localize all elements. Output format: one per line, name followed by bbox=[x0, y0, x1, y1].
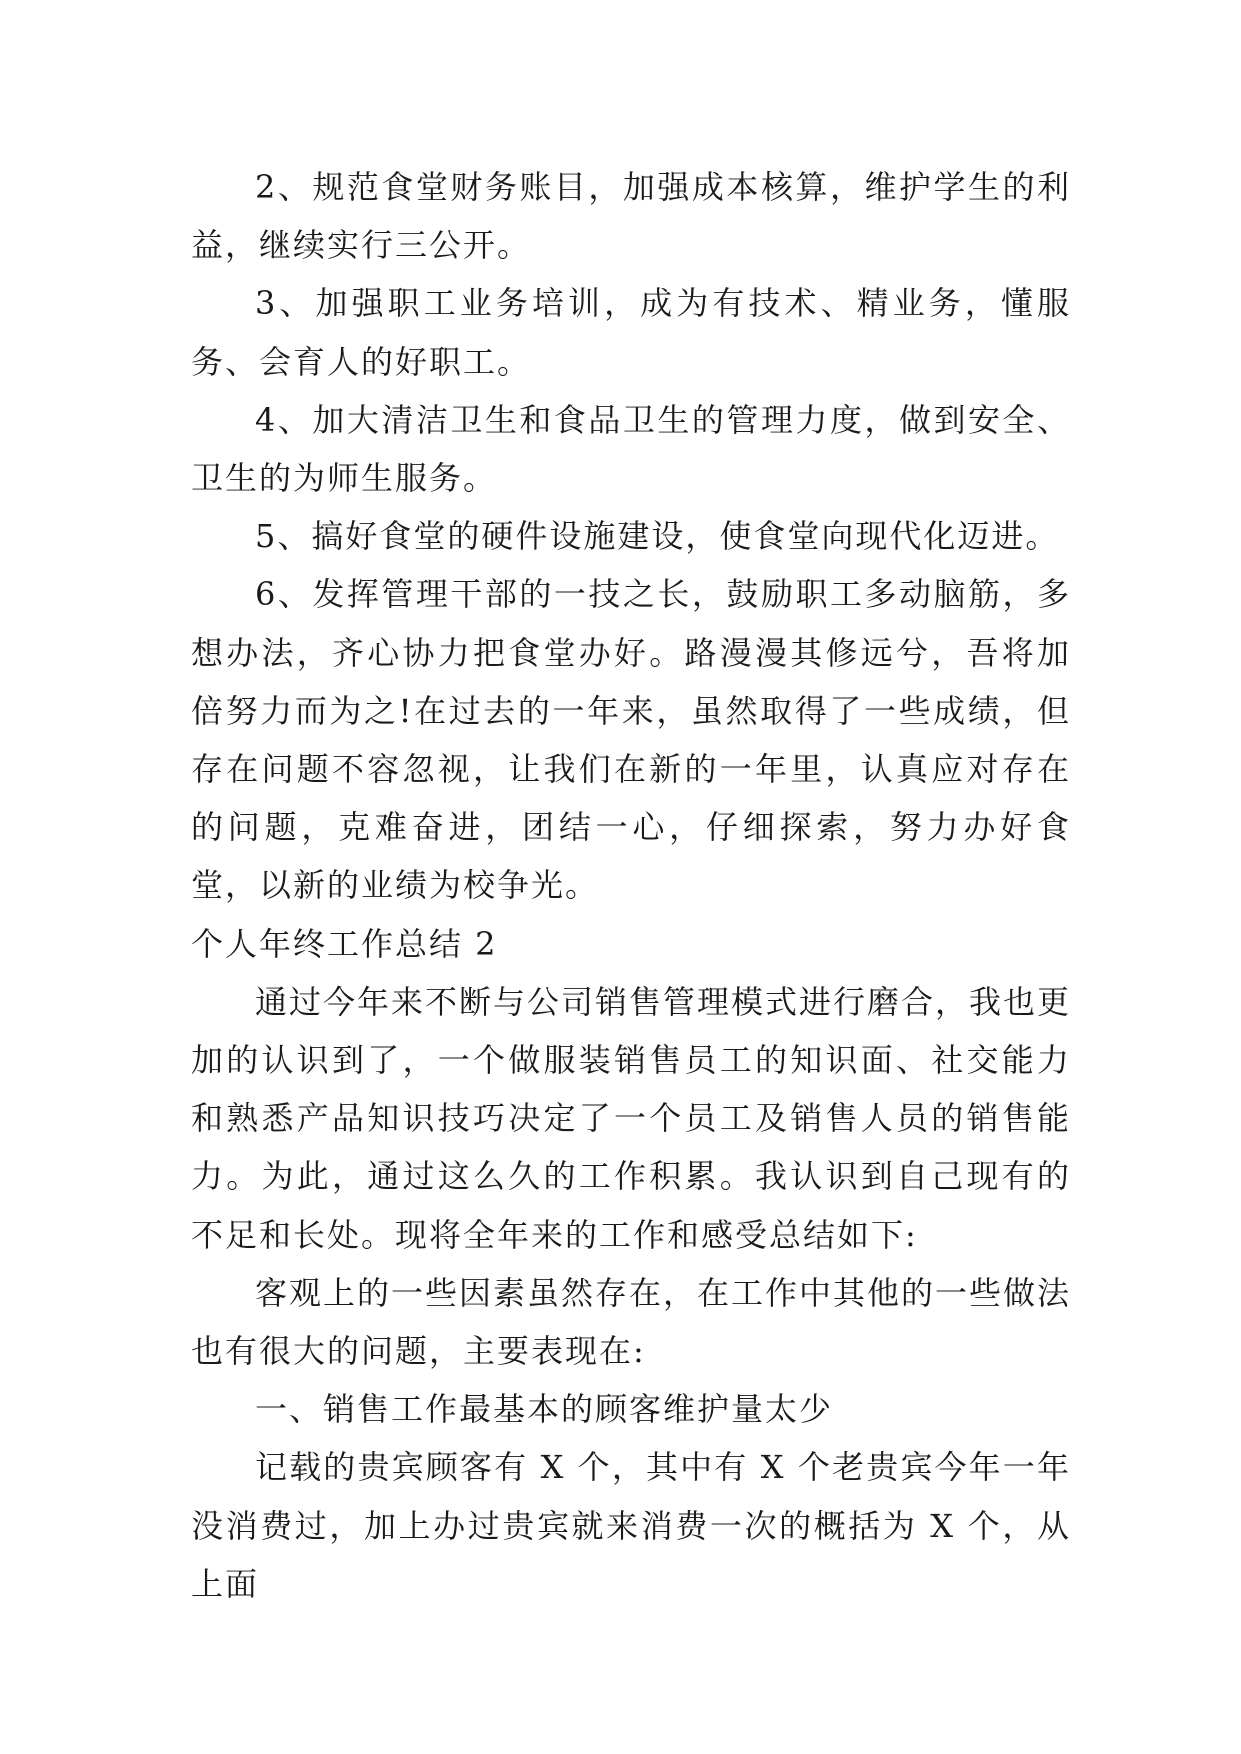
paragraph-item-4: 4、加大清洁卫生和食品卫生的管理力度，做到安全、卫生的为师生服务。 bbox=[191, 400, 1071, 498]
paragraph-item-6: 6、发挥管理干部的一技之长，鼓励职工多动脑筋，多想办法，齐心协力把食堂办好。路漫漫其修远兮，吾将加倍努力而为之!在过去的一年来，虽然取得了一些成绩，但存在问题不容忽视，让我们在新的一年里，认真应对存在的问题，克难奋进，团结一心，仔细探索，努力办好食堂，以新的业绩为校争光。 bbox=[191, 575, 1071, 905]
document-body bbox=[191, 158, 1071, 1613]
section-paragraph: 通过今年来不断与公司销售管理模式进行磨合，我也更加的认识到了，一个做服装销售员工的知识面、社交能力和熟悉产品知识技巧决定了一个员工及销售人员的销售能力。为此，通过这么久的工作积累。我认识到自己现有的不足和长处。现将全年来的工作和感受总结如下: bbox=[191, 982, 1072, 1254]
section-subheading: 一、销售工作最基本的顾客维护量太少 bbox=[255, 1390, 834, 1429]
section-paragraph: 客观上的一些因素虽然存在，在工作中其他的一些做法也有很大的问题，主要表现在: bbox=[191, 1273, 1072, 1371]
paragraph-item-2: 2、规范食堂财务账目，加强成本核算，维护学生的利益，继续实行三公开。 bbox=[191, 168, 1071, 265]
paragraph-item-5: 5、搞好食堂的硬件设施建设，使食堂向现代化迈进。 bbox=[255, 517, 1060, 556]
section-paragraph: 记载的贵宾顾客有 X 个，其中有 X 个老贵宾今年一年没消费过，加上办过贵宾就来消费一次的概括为 X 个，从上面 bbox=[191, 1448, 1071, 1603]
section-title: 个人年终工作总结 2 bbox=[191, 924, 498, 963]
paragraph-item-3: 3、加强职工业务培训，成为有技术、精业务，懂服务、会育人的好职工。 bbox=[191, 284, 1071, 381]
